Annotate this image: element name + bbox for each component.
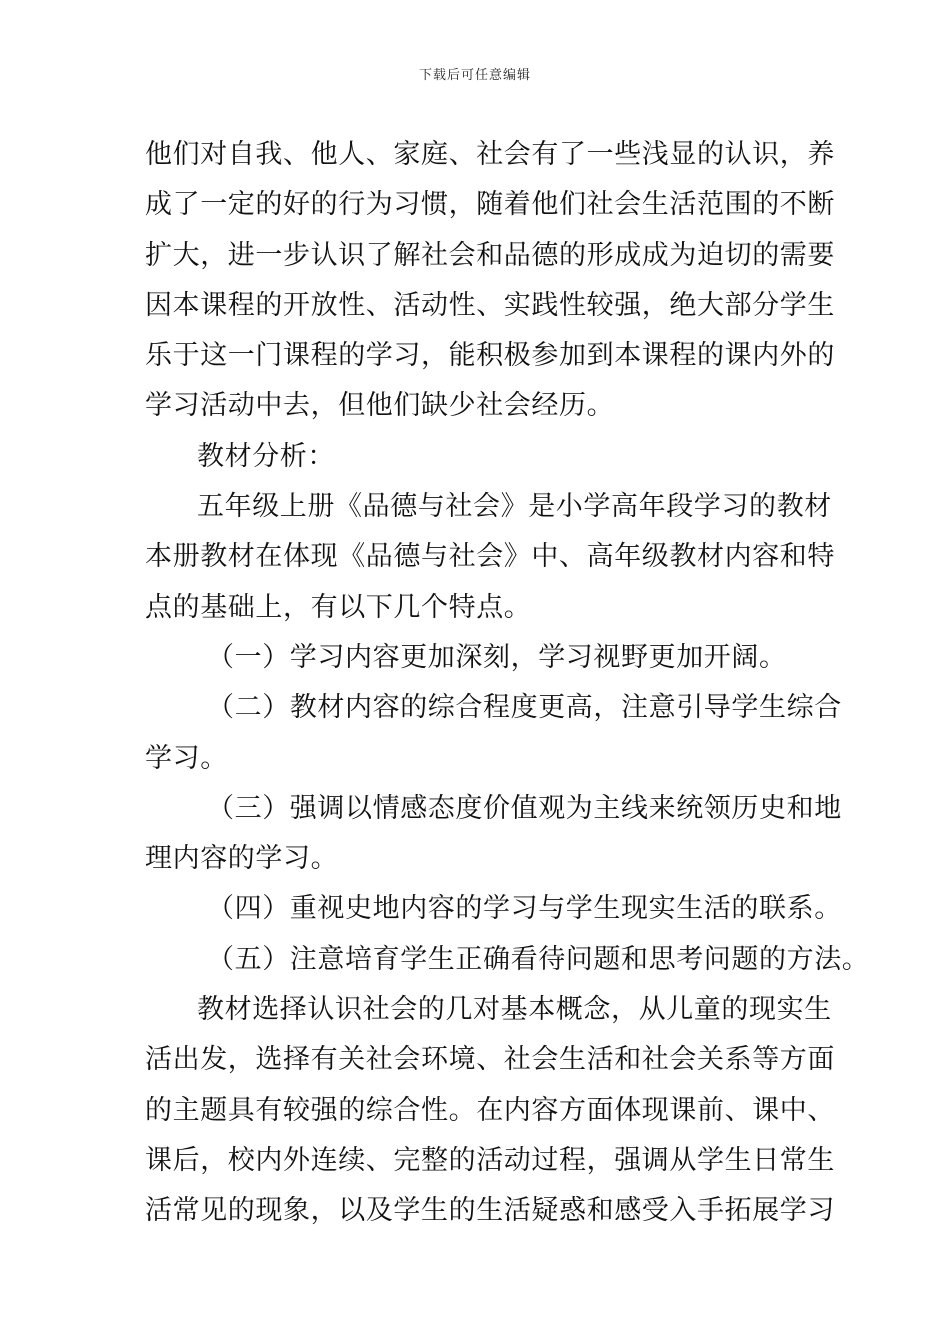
text-line: 活常见的现象，以及学生的生活疑惑和感受入手拓展学习 bbox=[145, 1195, 835, 1227]
text-line: 课后，校内外连续、完整的活动过程，强调从学生日常生 bbox=[145, 1144, 835, 1176]
text-line: 因本课程的开放性、活动性、实践性较强，绝大部分学生 bbox=[145, 289, 835, 321]
text-line: 他们对自我、他人、家庭、社会有了一些浅显的认识，养 bbox=[145, 139, 835, 170]
text-line: 乐于这一门课程的学习，能积极参加到本课程的课内外的 bbox=[145, 340, 835, 372]
section-heading: 教材分析： bbox=[197, 440, 335, 472]
paragraph-start: 教材选择认识社会的几对基本概念，从儿童的现实生 bbox=[197, 994, 832, 1026]
list-item: （五）注意培育学生正确看待问题和思考问题的方法。 bbox=[207, 943, 870, 975]
list-item: （一）学习内容更加深刻，学习视野更加开阔。 bbox=[207, 641, 787, 673]
text-line: 本册教材在体现《品德与社会》中、高年级教材内容和特 bbox=[145, 541, 835, 573]
document-body bbox=[145, 130, 870, 1237]
text-line: 活出发，选择有关社会环境、社会生活和社会关系等方面 bbox=[145, 1044, 835, 1076]
text-line: 的主题具有较强的综合性。在内容方面体现课前、课中、 bbox=[145, 1094, 835, 1126]
text-line: 学习。 bbox=[145, 742, 228, 774]
text-line: 理内容的学习。 bbox=[145, 843, 339, 875]
text-line: 成了一定的好的行为习惯，随着他们社会生活范围的不断 bbox=[145, 189, 835, 221]
page-header: 下载后可任意编辑 bbox=[418, 68, 531, 83]
paragraph-start: 五年级上册《品德与社会》是小学高年段学习的教材 bbox=[197, 491, 832, 523]
list-item: （二）教材内容的综合程度更高，注意引导学生综合 bbox=[207, 692, 842, 724]
text-line: 学习活动中去，但他们缺少社会经历。 bbox=[145, 390, 615, 422]
list-item: （四）重视史地内容的学习与学生现实生活的联系。 bbox=[207, 893, 842, 925]
list-item: （三）强调以情感态度价值观为主线来统领历史和地 bbox=[207, 792, 842, 824]
text-line: 点的基础上，有以下几个特点。 bbox=[145, 591, 532, 623]
text-line: 扩大，进一步认识了解社会和品德的形成成为迫切的需要 bbox=[145, 239, 835, 271]
